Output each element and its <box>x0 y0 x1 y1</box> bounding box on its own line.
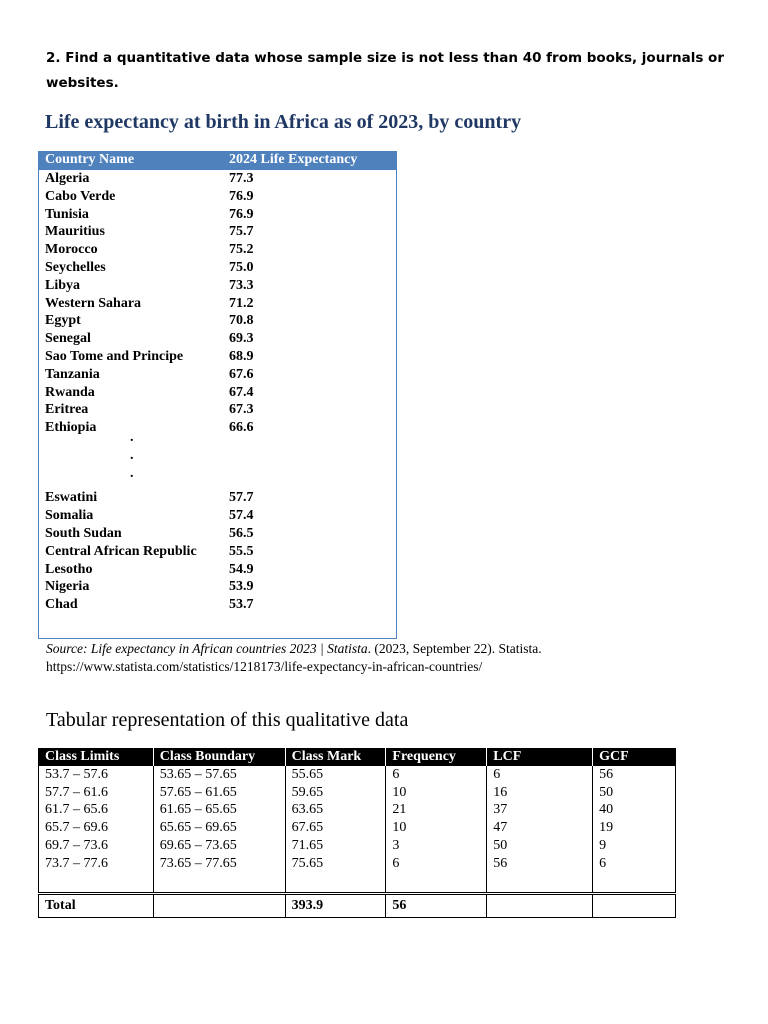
life-expectancy-value: 67.6 <box>229 366 254 382</box>
class-mark-value: 59.65 <box>291 784 324 800</box>
country-row <box>39 331 396 349</box>
frequency-value: 6 <box>392 767 400 782</box>
header-class-limits: Class Limits <box>39 748 154 766</box>
life-expectancy-value: 66.6 <box>229 420 254 436</box>
country-name: Central African Republic <box>45 543 197 559</box>
country-row <box>39 189 396 207</box>
country-row <box>39 385 396 403</box>
class-limits-value: 53.7 – 57.6 <box>45 767 108 782</box>
lcf-value: 56 <box>493 855 508 871</box>
header-gcf: GCF <box>593 748 676 766</box>
country-name: Sao Tome and Principe <box>45 349 184 364</box>
frequency-value: 3 <box>392 837 400 853</box>
class-limits-value: 69.7 – 73.6 <box>45 837 108 853</box>
country-name: South Sudan <box>45 526 122 541</box>
life-expectancy-value: 67.4 <box>229 384 254 400</box>
gcf-value: 19 <box>599 820 614 836</box>
country-name: Mauritius <box>45 224 105 240</box>
source-title: Life expectancy in African countries 2023 | Statista <box>90 641 368 656</box>
class-limits-column <box>39 766 154 894</box>
lcf-value: 37 <box>493 802 508 818</box>
life-expectancy-value: 73.3 <box>229 277 254 293</box>
ellipsis-dot: . <box>130 430 134 445</box>
total-gcf <box>593 894 676 918</box>
life-expectancy-value: 57.4 <box>229 508 254 524</box>
country-name: Tanzania <box>45 366 100 382</box>
country-row <box>39 508 396 526</box>
frequency-value: 10 <box>392 820 407 836</box>
frequency-column <box>386 766 487 894</box>
frequency-header-row <box>39 748 676 766</box>
class-boundary-value: 61.65 – 65.65 <box>159 802 237 818</box>
life-expectancy-value: 75.0 <box>229 260 254 275</box>
source-label: Source: <box>46 641 88 656</box>
source-rest: . (2023, September 22). Statista. <box>367 641 542 656</box>
country-name: Rwanda <box>45 384 95 400</box>
header-life-expectancy: 2024 Life Expectancy <box>229 152 358 167</box>
class-limits-value: 57.7 – 61.6 <box>45 784 108 800</box>
gcf-value: 50 <box>599 784 614 800</box>
country-name: Senegal <box>45 331 91 347</box>
life-expectancy-value: 53.9 <box>229 579 254 595</box>
life-expectancy-value: 57.7 <box>229 490 254 506</box>
header-class-mark: Class Mark <box>285 748 386 766</box>
lcf-value: 50 <box>493 837 508 853</box>
header-frequency: Frequency <box>386 748 487 766</box>
total-class-boundary <box>153 894 285 918</box>
class-mark-value: 55.65 <box>291 767 324 782</box>
ellipsis-dot: . <box>130 447 134 463</box>
frequency-table <box>38 748 676 918</box>
frequency-table-heading: Tabular representation of this qualitative data <box>46 709 409 731</box>
total-label: Total <box>39 894 154 918</box>
gcf-value: 6 <box>599 855 607 871</box>
country-row <box>39 562 396 580</box>
country-row <box>39 367 396 385</box>
class-boundary-column <box>153 766 285 894</box>
country-name: Eswatini <box>45 490 98 506</box>
country-row <box>39 171 396 189</box>
life-expectancy-value: 71.2 <box>229 295 254 311</box>
class-mark-value: 71.65 <box>291 837 324 853</box>
life-expectancy-value: 67.3 <box>229 402 254 418</box>
lcf-value: 47 <box>493 820 508 836</box>
gcf-value: 56 <box>599 767 614 782</box>
gcf-value: 9 <box>599 837 607 853</box>
class-mark-value: 67.65 <box>291 820 324 836</box>
country-row <box>39 402 396 420</box>
table-heading: Life expectancy at birth in Africa as of 2023, by country <box>45 111 522 133</box>
country-row <box>39 313 396 331</box>
country-name: Ethiopia <box>45 420 97 436</box>
country-name: Tunisia <box>45 206 89 222</box>
class-boundary-value: 65.65 – 69.65 <box>159 820 237 836</box>
class-mark-column <box>285 766 386 894</box>
life-expectancy-value: 53.7 <box>229 597 254 613</box>
class-boundary-value: 53.65 – 57.65 <box>159 767 237 782</box>
life-expectancy-value: 77.3 <box>229 171 254 186</box>
life-expectancy-value: 69.3 <box>229 331 254 347</box>
country-row <box>39 260 396 278</box>
country-name: Libya <box>45 277 81 293</box>
question-text: 2. Find a quantitative data whose sample size is not less than 40 from books, journals or websites. <box>46 50 724 91</box>
total-lcf <box>487 894 593 918</box>
country-name: Cabo Verde <box>45 188 116 204</box>
frequency-total-row <box>39 894 676 918</box>
gcf-value: 40 <box>599 802 614 818</box>
ellipsis-dot: . <box>130 465 134 481</box>
country-name: Somalia <box>45 508 94 524</box>
total-class-mark: 393.9 <box>285 894 386 918</box>
country-row <box>39 579 396 597</box>
class-mark-value: 75.65 <box>291 855 324 871</box>
lcf-value: 6 <box>493 767 501 782</box>
class-boundary-value: 73.65 – 77.65 <box>159 855 237 871</box>
source-url[interactable]: https://www.statista.com/statistics/1218173/life-expectancy-in-african-countries/ <box>46 659 483 674</box>
class-limits-value: 73.7 – 77.6 <box>45 855 108 871</box>
class-limits-value: 65.7 – 69.6 <box>45 820 108 836</box>
country-row <box>39 597 396 615</box>
country-name: Algeria <box>45 171 90 186</box>
country-row <box>39 296 396 314</box>
gcf-column <box>593 766 676 894</box>
class-limits-value: 61.7 – 65.6 <box>45 802 108 818</box>
life-expectancy-value: 76.9 <box>229 206 254 222</box>
life-expectancy-table <box>38 151 397 639</box>
header-lcf: LCF <box>487 748 593 766</box>
country-row <box>39 544 396 562</box>
life-expectancy-value: 54.9 <box>229 561 254 577</box>
country-row <box>39 224 396 242</box>
header-class-boundary: Class Boundary <box>153 748 285 766</box>
country-name: Nigeria <box>45 579 90 595</box>
frequency-body-row <box>39 766 676 894</box>
country-name: Egypt <box>45 313 81 329</box>
country-row <box>39 242 396 260</box>
country-name: Chad <box>45 597 78 613</box>
header-country-name: Country Name <box>45 152 135 167</box>
country-row <box>39 349 396 367</box>
life-expectancy-value: 75.2 <box>229 242 254 258</box>
total-frequency: 56 <box>386 894 487 918</box>
life-expectancy-value: 68.9 <box>229 349 254 364</box>
class-boundary-value: 69.65 – 73.65 <box>159 837 237 853</box>
country-row <box>39 490 396 508</box>
class-mark-value: 63.65 <box>291 802 324 818</box>
lcf-column <box>487 766 593 894</box>
country-name: Western Sahara <box>45 295 142 311</box>
life-expectancy-value: 70.8 <box>229 313 254 329</box>
class-boundary-value: 57.65 – 61.65 <box>159 784 237 800</box>
country-row <box>39 526 396 544</box>
life-expectancy-header-row <box>39 152 396 170</box>
country-name: Seychelles <box>45 260 106 275</box>
life-expectancy-value: 75.7 <box>229 224 254 240</box>
country-name: Morocco <box>45 242 98 258</box>
lcf-value: 16 <box>493 784 508 800</box>
country-row <box>39 420 396 438</box>
frequency-value: 10 <box>392 784 407 800</box>
life-expectancy-value: 76.9 <box>229 188 254 204</box>
life-expectancy-value: 55.5 <box>229 543 254 559</box>
country-row <box>39 278 396 296</box>
life-expectancy-value: 56.5 <box>229 526 254 541</box>
country-name: Eritrea <box>45 402 89 418</box>
frequency-value: 6 <box>392 855 400 871</box>
frequency-value: 21 <box>392 802 407 818</box>
country-name: Lesotho <box>45 561 93 577</box>
source-citation <box>46 640 726 676</box>
country-row <box>39 207 396 225</box>
